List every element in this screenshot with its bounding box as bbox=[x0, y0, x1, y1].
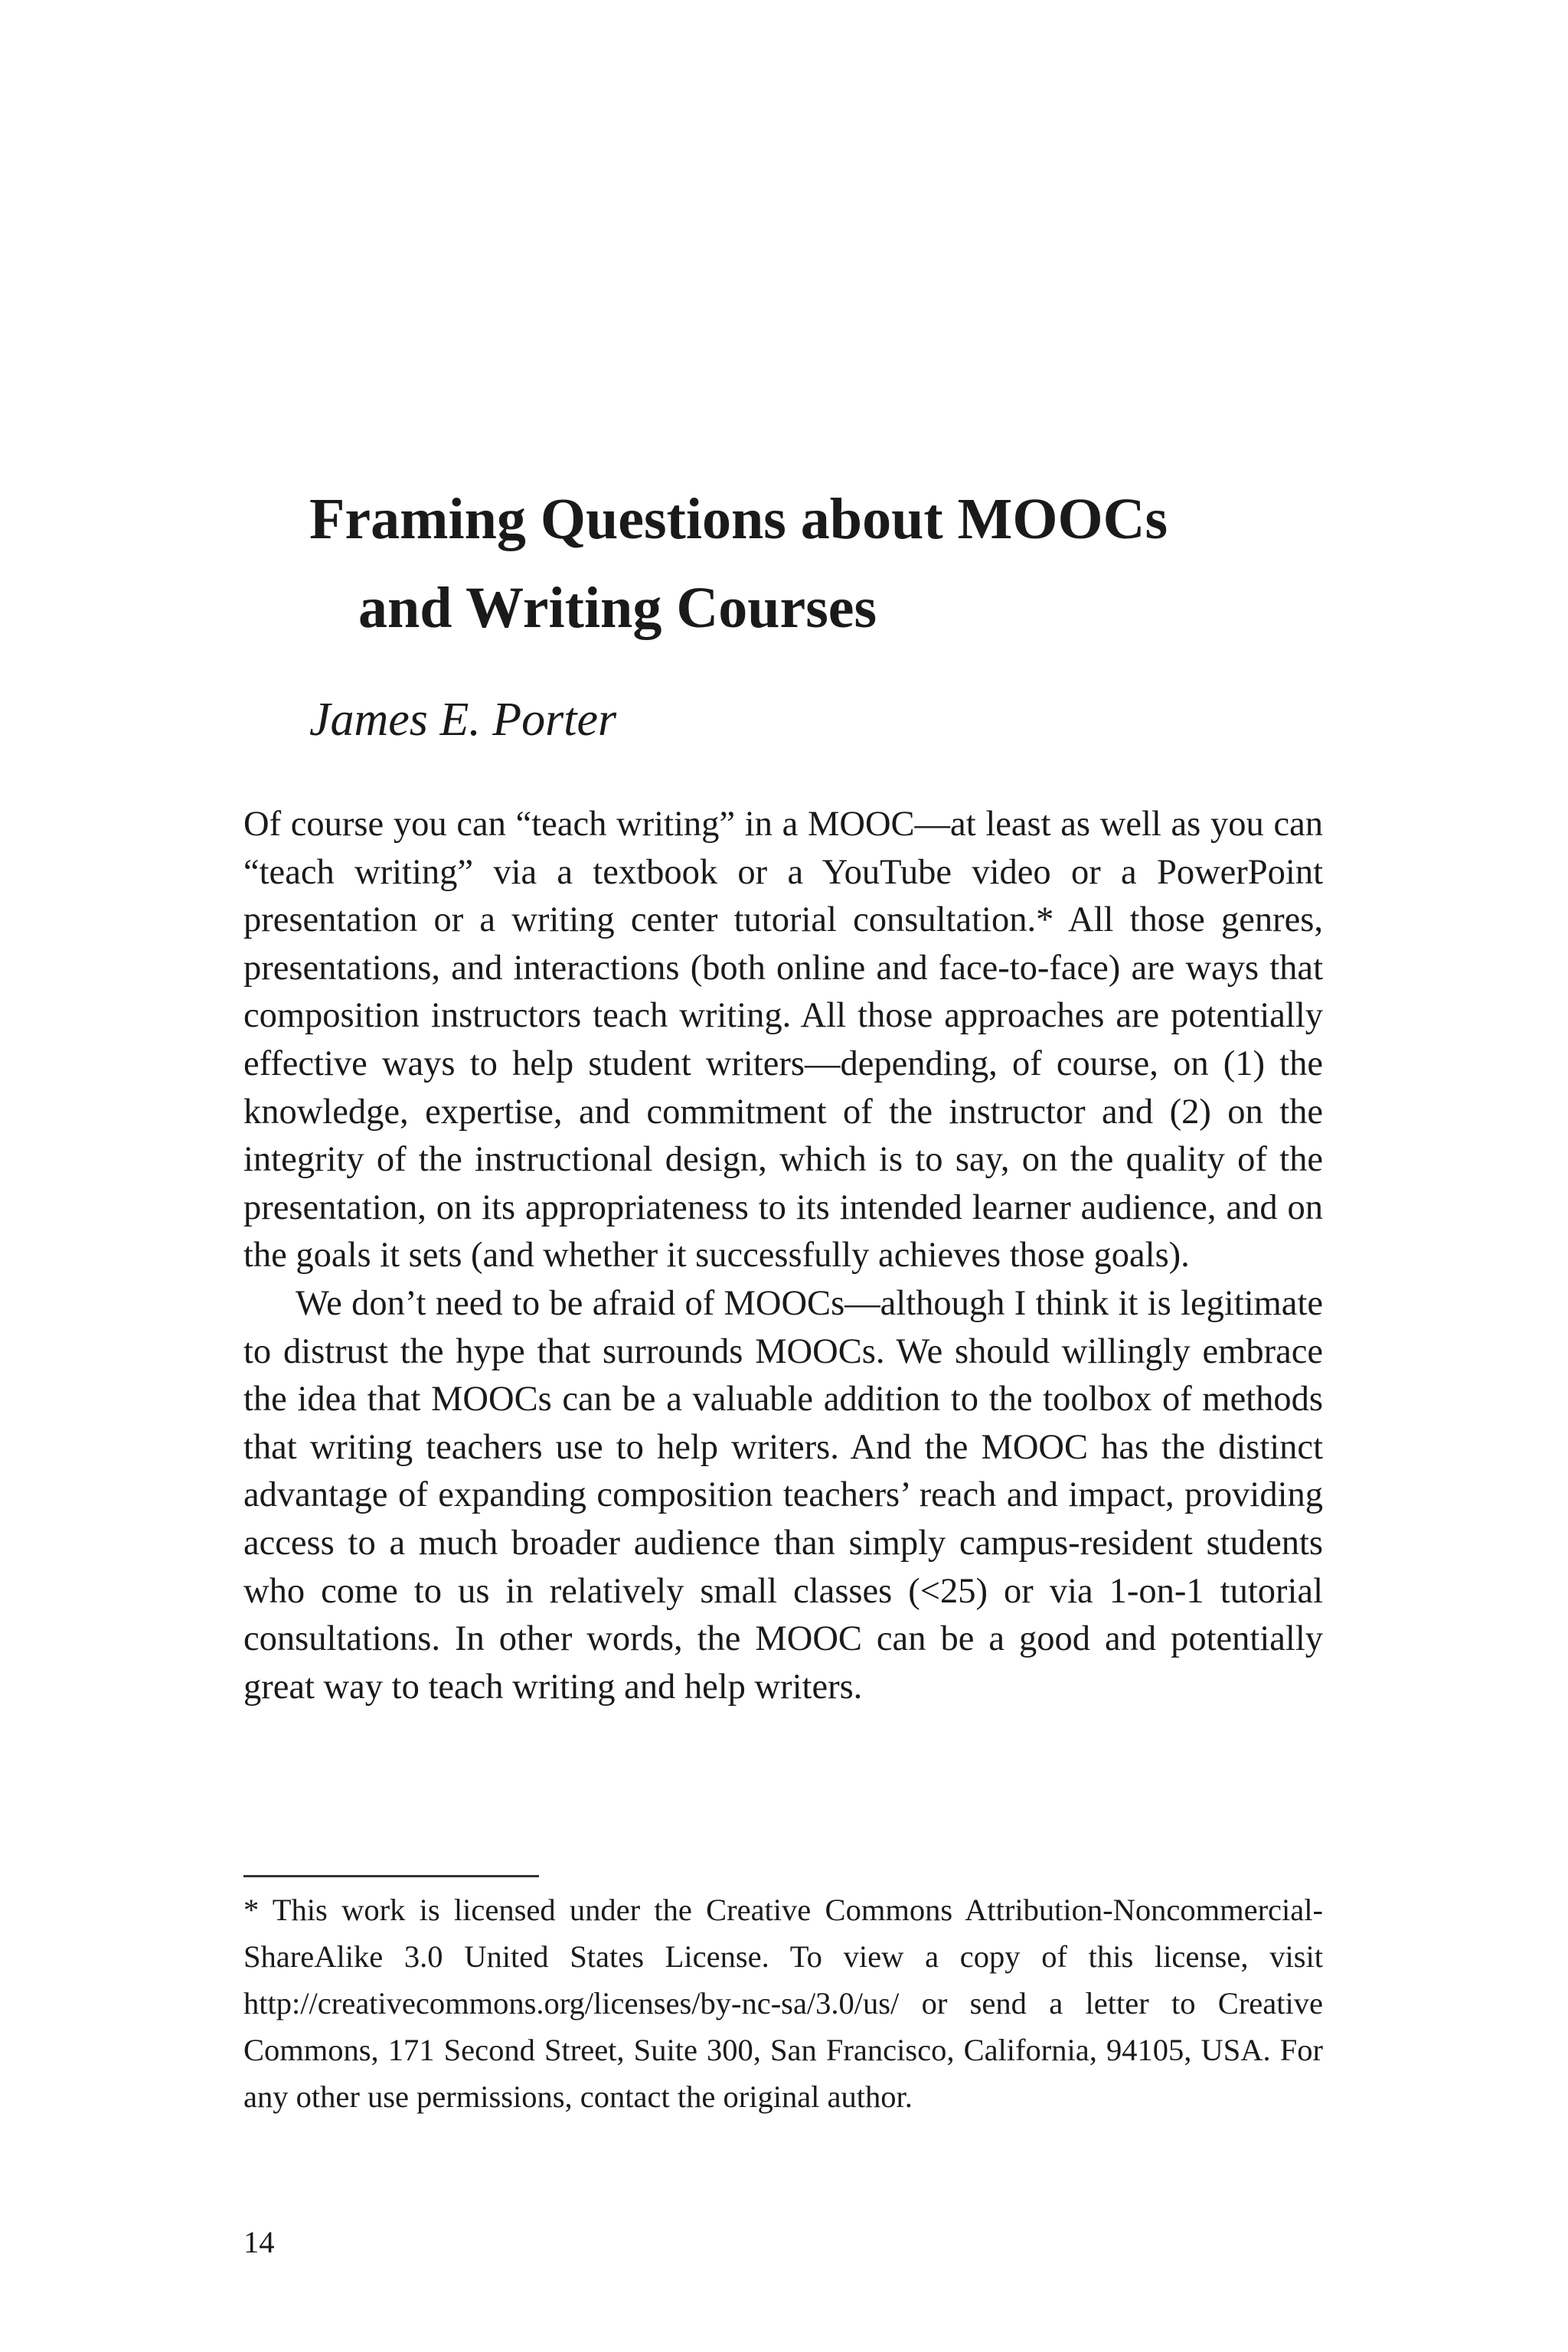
paragraph-2: We don’t need to be afraid of MOOCs—although I think it is legitimate to distrust the hype that surrounds MOOCs. We should willingly embrace the idea that MOOCs can be a valuable addition to the toolbox of methods that writing teachers use to help writers. And the MOOC has the distinct advantage of expanding composition teachers’ reach and impact, providing access to a much broader audience than simply campus-resident students who come to us in relatively small classes (<25) or via 1-on-1 tutorial consultations. In other words, the MOOC can be a good and potentially great way to teach writing and help writers. bbox=[243, 1283, 1323, 1707]
paragraph-1: Of course you can “teach writing” in a MOOC—at least as well as you can “teach writing” via a textbook or a YouTube video or a PowerPoint presentation or a writing center tutorial consultation.* All those genres, presentations, and interactions (both online and face-to-face) are ways that composition instructors teach writing. All those approaches are potentially effective ways to help student writers—depending, of course, on (1) the knowledge, expertise, and commitment of the instructor and (2) on the integrity of the instructional design, which is to say, on the quality of the presentation, on its appropriateness to its intended learner audience, and on the goals it sets (and whether it successfully achieves those goals). bbox=[243, 805, 1323, 1276]
body-text bbox=[243, 801, 1323, 1711]
chapter-title bbox=[309, 475, 1381, 652]
footnote: * This work is licensed under the Creative Commons Attribution-Noncommercial-ShareAlike 3.0 United States License. To view a copy of this license, visit http://creativecommons.org/licenses/by-nc-sa/3.0/us/ or send a letter to Creative Commons, 171 Second Street, Suite 300, San Francisco, California, 94105, USA. For any other use permissions, contact the original author. bbox=[243, 1893, 1323, 2114]
chapter-title-line-1: Framing Questions about MOOCs bbox=[309, 487, 1168, 551]
author-name: James E. Porter bbox=[309, 694, 617, 746]
footnote-divider bbox=[243, 1875, 539, 1877]
chapter-title-line-2: and Writing Courses bbox=[358, 576, 877, 640]
page-number: 14 bbox=[243, 2225, 275, 2259]
